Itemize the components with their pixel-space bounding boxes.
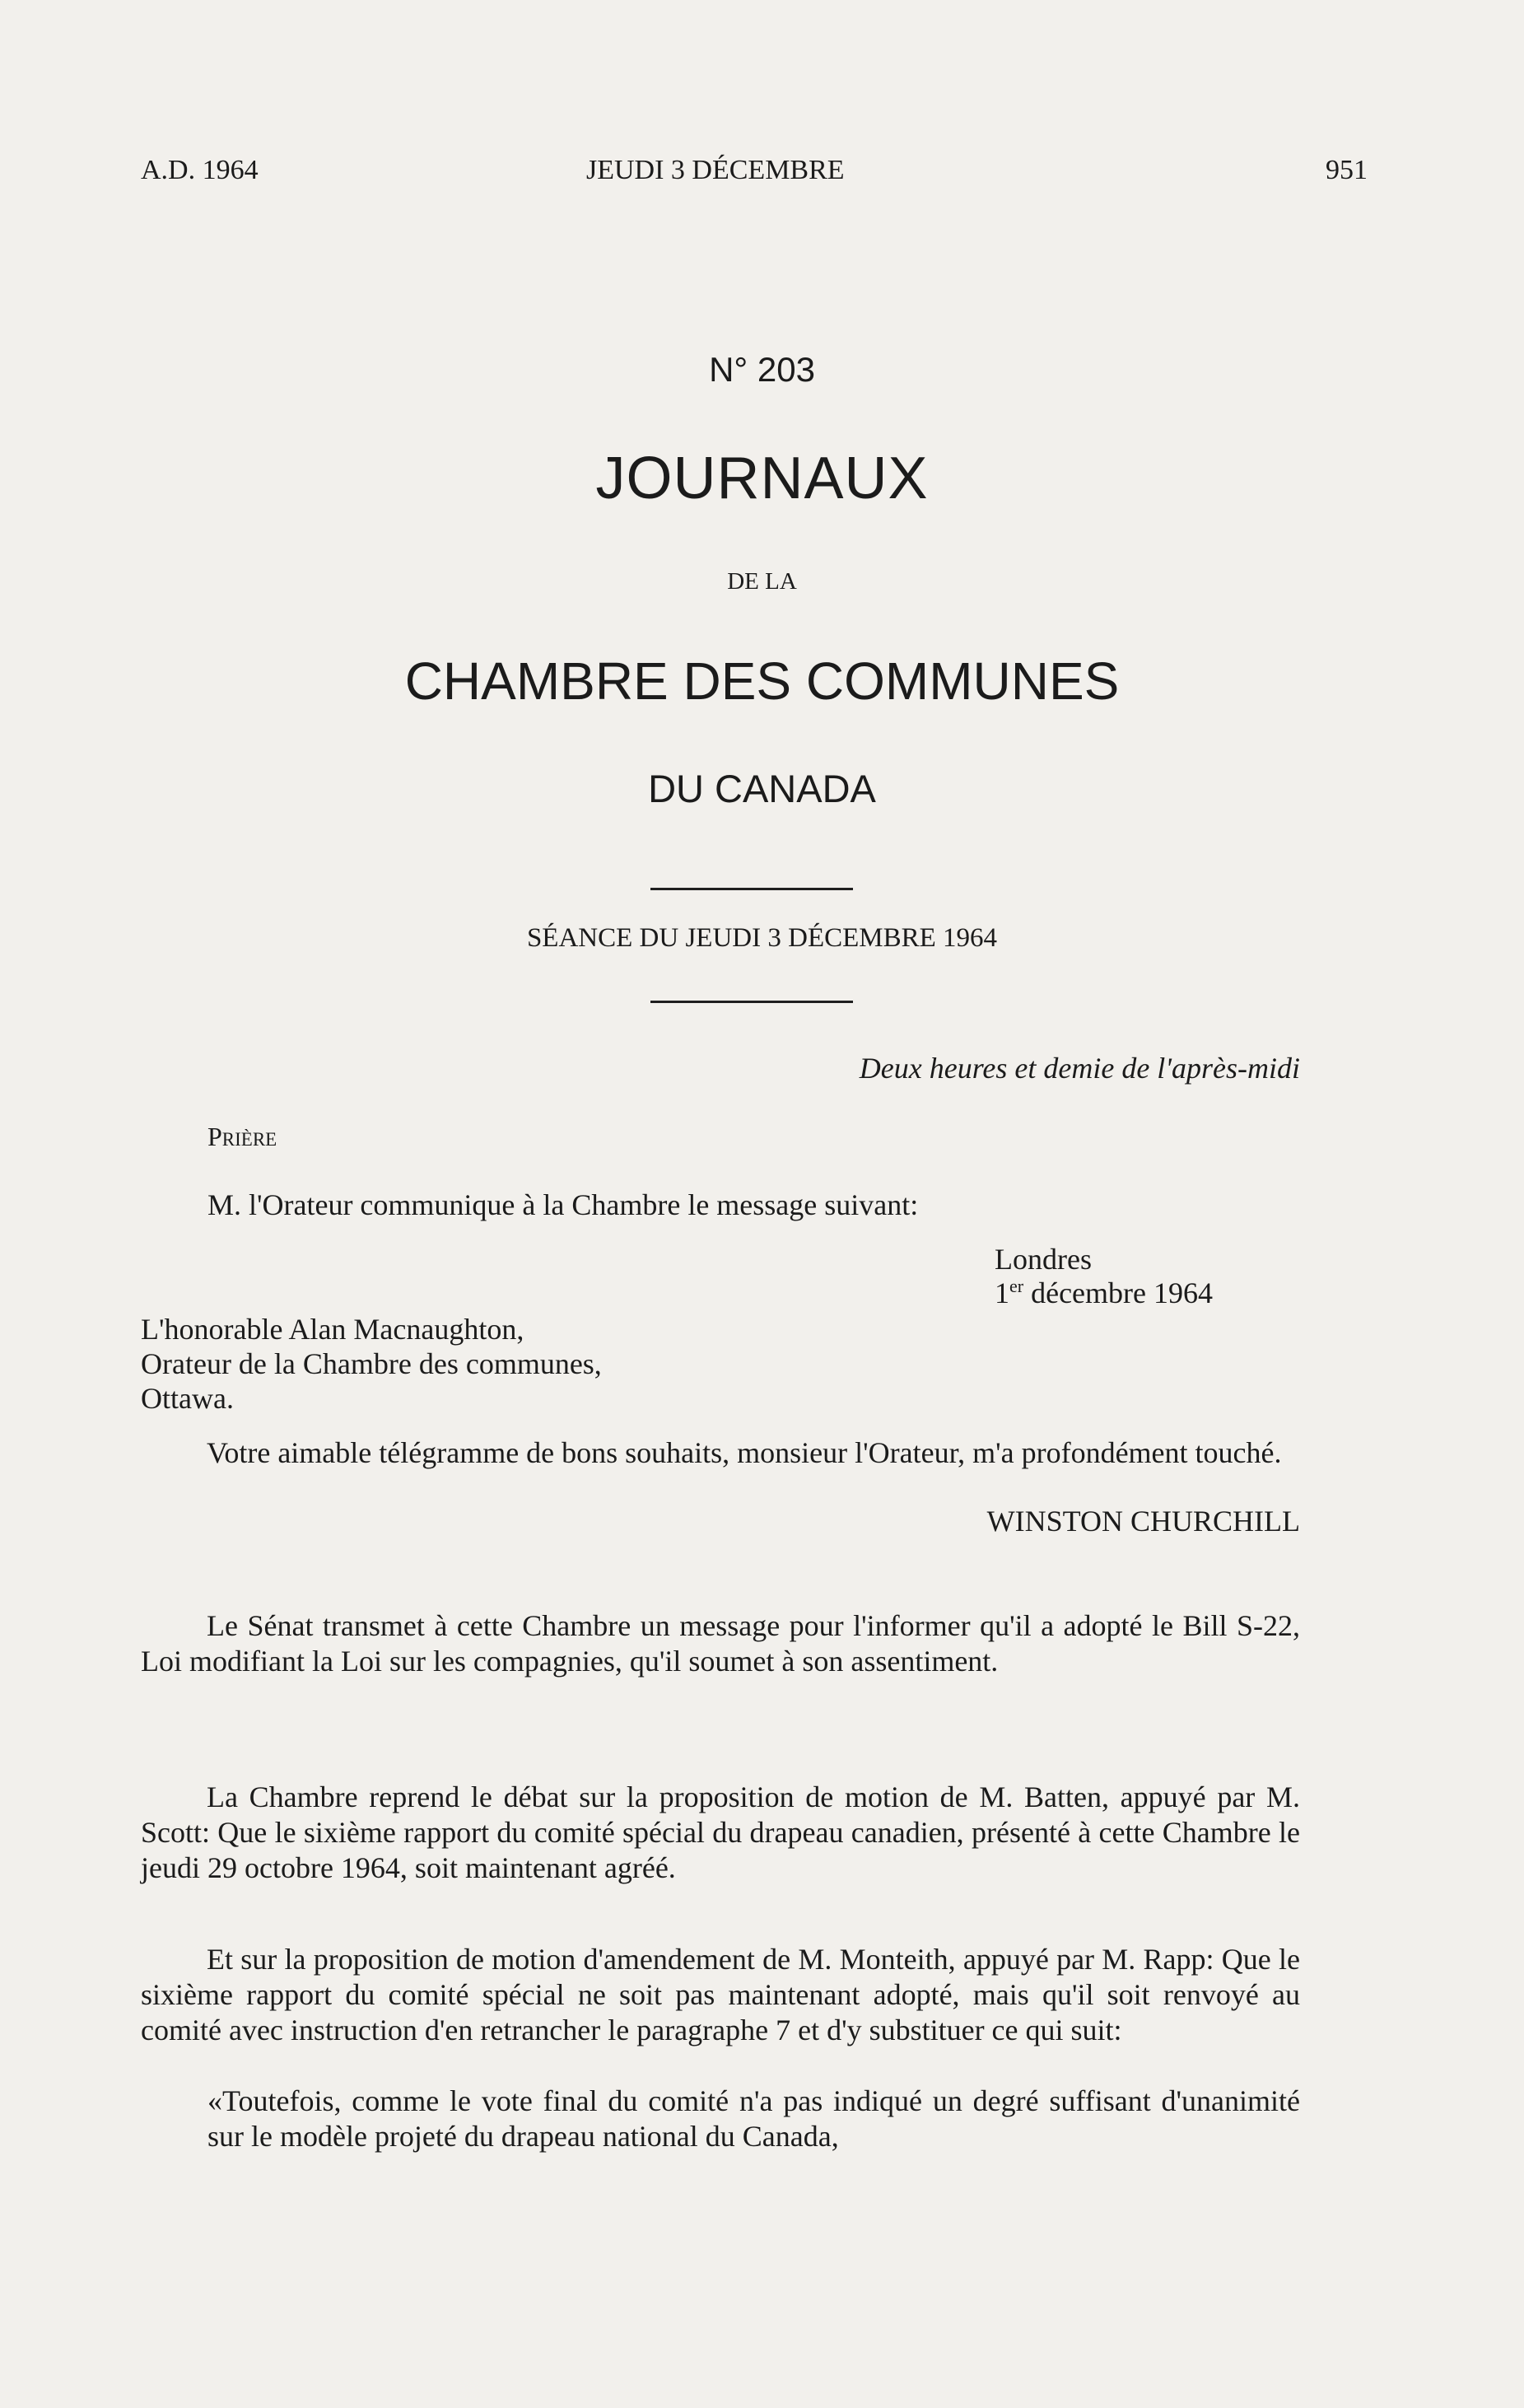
country-name: DU CANADA [648,767,876,810]
letter-signature: WINSTON CHURCHILL [986,1505,1300,1538]
chamber-name: CHAMBRE DES COMMUNES [404,651,1120,711]
sitting-date: SÉANCE DU JEUDI 3 DÉCEMBRE 1964 [526,923,998,953]
message-intro: M. l'Orateur communique à la Chambre le message suivant: [207,1188,919,1221]
priere-initial: P [207,1122,222,1151]
header-date: JEUDI 3 DÉCEMBRE [586,155,845,185]
letter-date-rest: décembre 1964 [1031,1276,1213,1309]
addressee-line-3: Ottawa. [141,1382,234,1415]
addressee-line-1: L'honorable Alan Macnaughton, [141,1313,524,1346]
debate-paragraph: La Chambre reprend le débat sur la proposition de motion de M. Batten, appuyé par M. Scott: Que le sixième rapport du comité spécial du drapeau canadien, présenté à cette Chambre le jeudi 29 octobre 1964, soit maintenant agréé. [141,1780,1300,1884]
letter-body: Votre aimable télégramme de bons souhaits, monsieur l'Orateur, m'a profondément touché. [207,1436,1282,1469]
title-de-la: DE LA [727,568,797,595]
letter-place: Londres [995,1243,1092,1276]
letter-date-suffix: er [1009,1276,1024,1296]
letter-date [995,1276,1213,1311]
priere-rest: RIÈRE [221,1129,277,1150]
sitting-time: Deux heures et demie de l'après-midi [859,1052,1300,1085]
letter-date-day: 1 [995,1276,1009,1309]
amendment-quote: «Toutefois, comme le vote final du comité n'a pas indiqué un degré suffisant d'unanimité sur le modèle projeté du drapeau national du Canada, [207,2084,1300,2153]
journal-title: JOURNAUX [595,446,929,511]
header-year: A.D. 1964 [141,155,259,185]
addressee-line-2: Orateur de la Chambre des communes, [141,1347,602,1380]
title-rule-bottom [650,1001,853,1003]
title-rule-top [650,888,853,890]
issue-number: N° 203 [709,350,815,389]
amendment-paragraph: Et sur la proposition de motion d'amendement de M. Monteith, appuyé par M. Rapp: Que le sixième rapport du comité spécial ne soit pas maintenant adopté, mais qu'il soit renvoyé au comité avec instruction d'en retrancher le paragraphe 7 et d'y substituer ce qui suit: [141,1943,1300,2046]
page-number: 951 [1326,155,1368,185]
senate-message: Le Sénat transmet à cette Chambre un message pour l'informer qu'il a adopté le Bill S-22, Loi modifiant la Loi sur les compagnies, qu'il soumet à son assentiment. [141,1609,1300,1678]
priere-heading [207,1122,277,1152]
